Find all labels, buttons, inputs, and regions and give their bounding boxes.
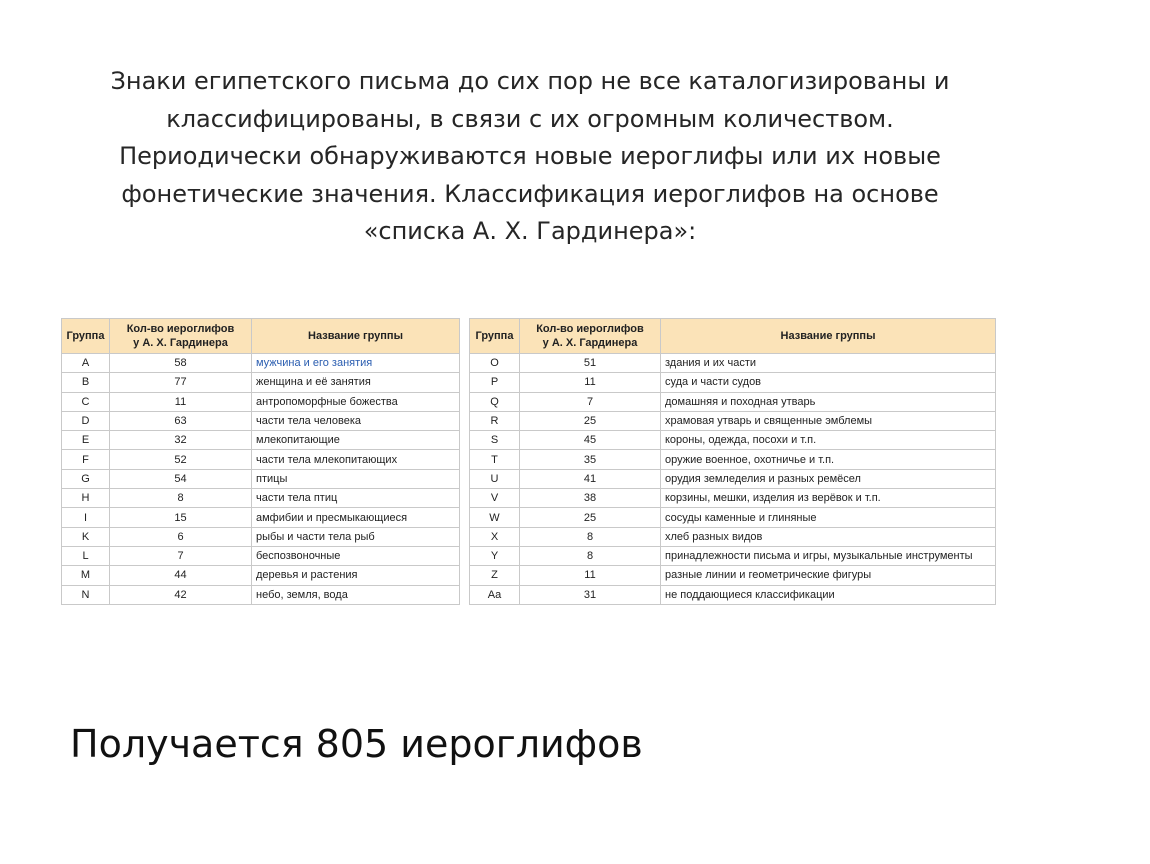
header-name: Название группы <box>252 319 460 354</box>
table-header-row <box>470 319 996 354</box>
cell-count: 63 <box>110 411 252 430</box>
cell-group: K <box>62 527 110 546</box>
table-row <box>62 489 460 508</box>
cell-group: B <box>62 373 110 392</box>
table-row <box>62 566 460 585</box>
intro-paragraph <box>75 63 985 251</box>
cell-count: 15 <box>110 508 252 527</box>
cell-name: части тела птиц <box>252 489 460 508</box>
cell-count: 38 <box>520 489 661 508</box>
cell-count: 42 <box>110 585 252 604</box>
table-row <box>62 527 460 546</box>
table-row <box>62 354 460 373</box>
table-row <box>470 392 996 411</box>
table-row <box>470 411 996 430</box>
table-row <box>470 585 996 604</box>
cell-name: беспозвоночные <box>252 546 460 565</box>
header-count <box>110 319 252 354</box>
table-row <box>62 508 460 527</box>
cell-count: 11 <box>520 373 661 392</box>
cell-group: U <box>470 469 520 488</box>
cell-group: Q <box>470 392 520 411</box>
cell-group: P <box>470 373 520 392</box>
cell-group: Z <box>470 566 520 585</box>
cell-count: 7 <box>520 392 661 411</box>
intro-line: классифицированы, в связи с их огромным количеством. <box>166 104 894 133</box>
cell-group: R <box>470 411 520 430</box>
cell-name: не поддающиеся классификации <box>661 585 996 604</box>
cell-count: 11 <box>520 566 661 585</box>
cell-group: Y <box>470 546 520 565</box>
cell-count: 41 <box>520 469 661 488</box>
intro-line: Периодически обнаруживаются новые иероглифы или их новые <box>119 142 941 170</box>
table-row <box>470 508 996 527</box>
table-header-row <box>62 319 460 354</box>
table-row <box>62 411 460 430</box>
cell-group: M <box>62 566 110 585</box>
cell-group: L <box>62 546 110 565</box>
cell-count: 52 <box>110 450 252 469</box>
cell-group: T <box>470 450 520 469</box>
cell-count: 11 <box>110 392 252 411</box>
cell-group: W <box>470 508 520 527</box>
cell-group: C <box>62 392 110 411</box>
table-row <box>470 527 996 546</box>
table-body-right <box>470 354 996 605</box>
cell-name: оружие военное, охотничье и т.п. <box>661 450 996 469</box>
table-row <box>62 469 460 488</box>
table-row <box>470 546 996 565</box>
cell-name: орудия земледелия и разных ремёсел <box>661 469 996 488</box>
result-text: Получается 805 иероглифов <box>70 722 643 766</box>
cell-name: деревья и растения <box>252 566 460 585</box>
cell-count: 58 <box>110 354 252 373</box>
table-row <box>470 431 996 450</box>
cell-count: 32 <box>110 431 252 450</box>
cell-count: 45 <box>520 431 661 450</box>
cell-name: разные линии и геометрические фигуры <box>661 566 996 585</box>
cell-group: F <box>62 450 110 469</box>
table-row <box>470 566 996 585</box>
cell-group: D <box>62 411 110 430</box>
header-name: Название группы <box>661 319 996 354</box>
cell-name: сосуды каменные и глиняные <box>661 508 996 527</box>
table-row <box>62 546 460 565</box>
table-row <box>470 373 996 392</box>
cell-count: 51 <box>520 354 661 373</box>
cell-count: 7 <box>110 546 252 565</box>
cell-group: I <box>62 508 110 527</box>
cell-name: домашняя и походная утварь <box>661 392 996 411</box>
cell-name: женщина и её занятия <box>252 373 460 392</box>
cell-name: принадлежности письма и игры, музыкальные инструменты <box>661 546 996 565</box>
table-row <box>62 392 460 411</box>
gardiner-table-left <box>61 318 460 605</box>
cell-name: здания и их части <box>661 354 996 373</box>
cell-name: птицы <box>252 469 460 488</box>
cell-group: G <box>62 469 110 488</box>
intro-line: «списка А. Х. Гардинера»: <box>363 217 697 245</box>
header-group: Группа <box>470 319 520 354</box>
cell-name: части тела человека <box>252 411 460 430</box>
cell-name: суда и части судов <box>661 373 996 392</box>
cell-count: 77 <box>110 373 252 392</box>
table-row <box>470 469 996 488</box>
cell-count: 25 <box>520 411 661 430</box>
header-count-line1: Кол-во иероглифов <box>126 323 235 335</box>
cell-name: хлеб разных видов <box>661 527 996 546</box>
cell-name: храмовая утварь и священные эмблемы <box>661 411 996 430</box>
cell-name: млекопитающие <box>252 431 460 450</box>
cell-name: части тела млекопитающих <box>252 450 460 469</box>
cell-name[interactable]: мужчина и его занятия <box>252 354 460 373</box>
cell-group: A <box>62 354 110 373</box>
cell-name: корзины, мешки, изделия из верёвок и т.п. <box>661 489 996 508</box>
cell-count: 54 <box>110 469 252 488</box>
table-body-left <box>62 354 460 605</box>
cell-count: 35 <box>520 450 661 469</box>
cell-count: 8 <box>520 546 661 565</box>
cell-name: рыбы и части тела рыб <box>252 527 460 546</box>
cell-count: 6 <box>110 527 252 546</box>
cell-group: X <box>470 527 520 546</box>
cell-group: O <box>470 354 520 373</box>
table-row <box>62 450 460 469</box>
cell-group: Aa <box>470 585 520 604</box>
cell-name: антропоморфные божества <box>252 392 460 411</box>
table-row <box>62 585 460 604</box>
cell-count: 8 <box>520 527 661 546</box>
header-count <box>520 319 661 354</box>
table-row <box>62 373 460 392</box>
cell-name: короны, одежда, посохи и т.п. <box>661 431 996 450</box>
table-row <box>62 431 460 450</box>
cell-count: 31 <box>520 585 661 604</box>
cell-count: 8 <box>110 489 252 508</box>
table-row <box>470 354 996 373</box>
cell-name: амфибии и пресмыкающиеся <box>252 508 460 527</box>
table-row <box>470 489 996 508</box>
cell-count: 44 <box>110 566 252 585</box>
cell-group: E <box>62 431 110 450</box>
intro-line: Знаки египетского письма до сих пор не все каталогизированы и <box>110 67 950 95</box>
intro-line: фонетические значения. Классификация иероглифов на основе <box>121 179 939 208</box>
cell-name: небо, земля, вода <box>252 585 460 604</box>
cell-group: V <box>470 489 520 508</box>
cell-count: 25 <box>520 508 661 527</box>
cell-group: H <box>62 489 110 508</box>
header-group: Группа <box>62 319 110 354</box>
table-row <box>470 450 996 469</box>
header-count-line2: у А. Х. Гардинера <box>542 337 638 349</box>
cell-group: S <box>470 431 520 450</box>
cell-group: N <box>62 585 110 604</box>
gardiner-table-right <box>469 318 996 605</box>
header-count-line2: у А. Х. Гардинера <box>133 337 228 349</box>
header-count-line1: Кол-во иероглифов <box>536 323 644 335</box>
